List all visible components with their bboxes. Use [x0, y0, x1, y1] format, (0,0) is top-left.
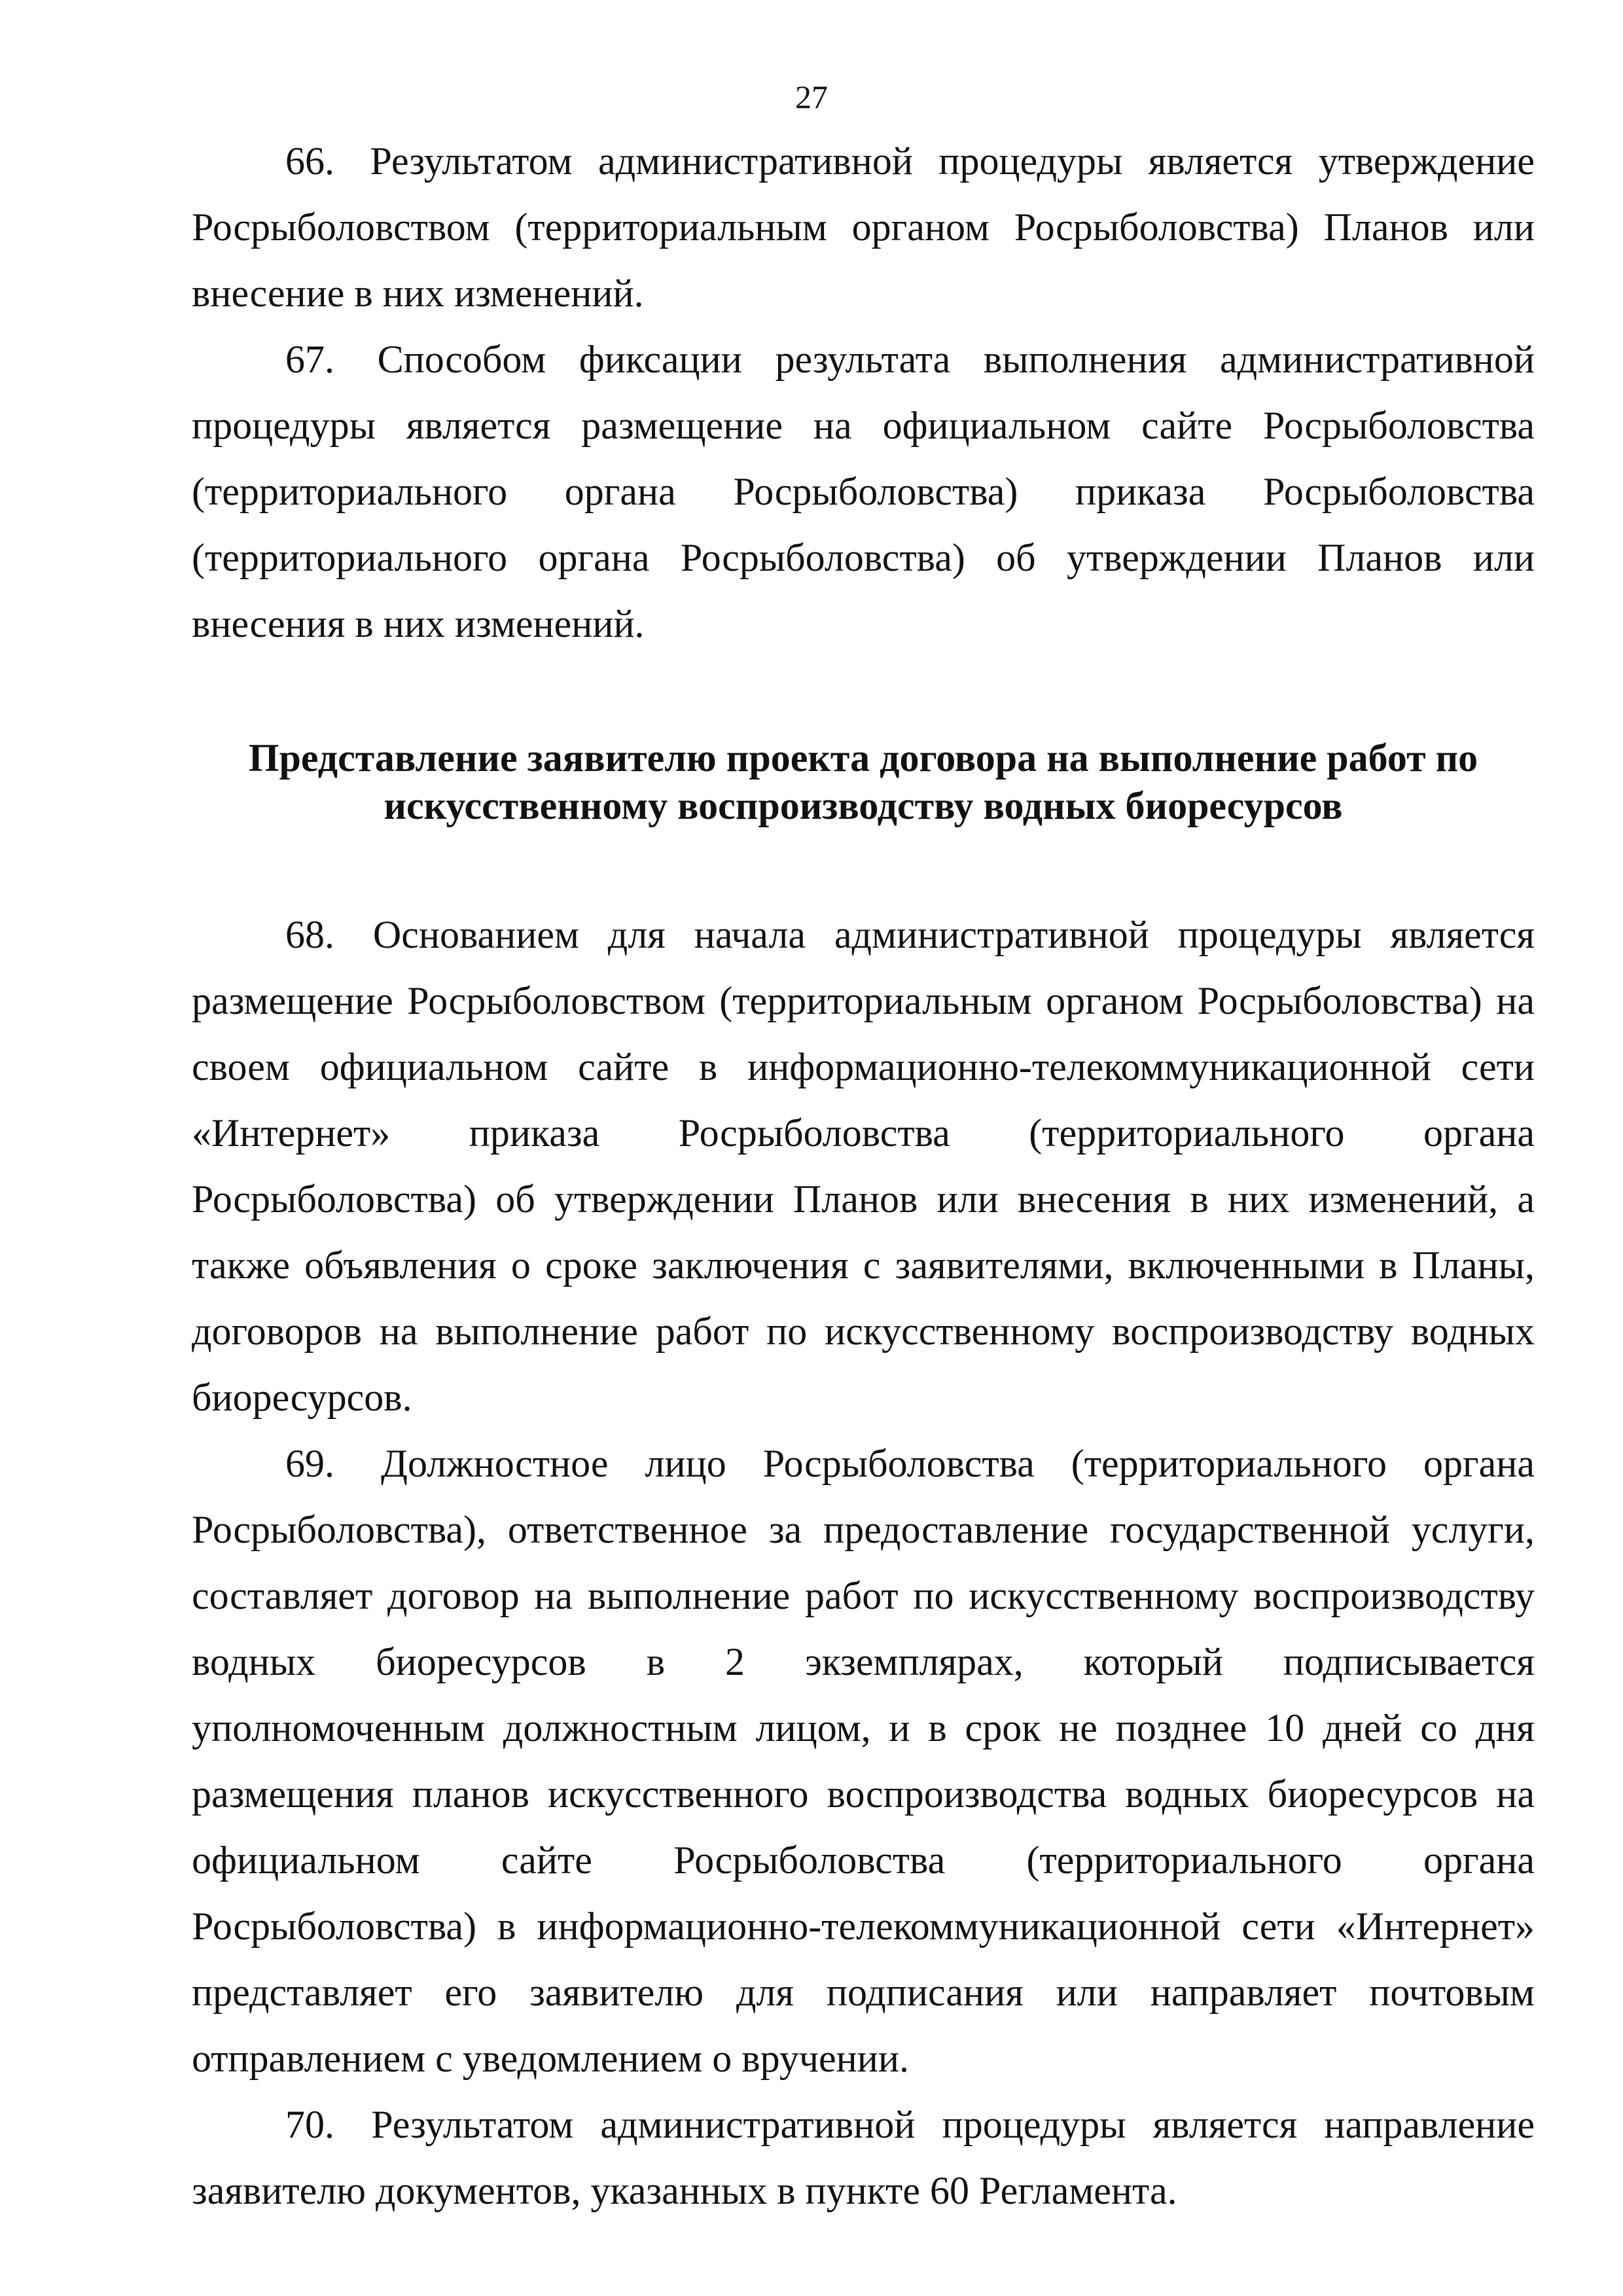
- paragraph-69: [192, 1431, 1535, 2092]
- paragraph-text: Результатом административной процедуры является утверждение Росрыболовством (территориальным органом Росрыболовства) Планов или внесение в них изменений.: [192, 139, 1535, 315]
- paragraph-text: Способом фиксации результата выполнения административной процедуры является размещение на официальном сайте Росрыболовства (территориального органа Росрыболовства) приказа Росрыболовства (территориального органа Росрыболовства) об утверждении Планов или внесения в них изменений.: [192, 338, 1535, 645]
- page-number: 27: [795, 79, 828, 115]
- paragraph-number: 66.: [285, 139, 334, 183]
- paragraph-number: 68.: [285, 913, 334, 956]
- section-heading-line-2: искусственному воспроизводству водных биоресурсов: [383, 784, 1343, 827]
- paragraph-number: 70.: [285, 2103, 334, 2146]
- section-heading-line-1: Представление заявителю проекта договора на выполнение работ по: [248, 736, 1478, 780]
- paragraph-number: 69.: [285, 1442, 334, 1485]
- paragraph-text: Должностное лицо Росрыболовства (территориального органа Росрыболовства), ответственное за предоставление государственной услуги, составляет договор на выполнение работ по искусственному воспроизводству водных биоресурсов в 2 экземплярах, который подписывается уполномоченным должностным лицом, и в срок не позднее 10 дней со дня размещения планов искусственного воспроизводства водных биоресурсов на официальном сайте Росрыболовства (территориального органа Росрыболовства) в информационно-телекоммуникационной сети «Интернет» представляет его заявителю для подписания или направляет почтовым отправлением с уведомлением о вручении.: [192, 1442, 1535, 2080]
- paragraph-67: [192, 327, 1535, 657]
- paragraph-70: [192, 2092, 1535, 2224]
- paragraph-68: [192, 902, 1535, 1431]
- section-heading: [192, 734, 1535, 830]
- document-body: [192, 128, 1535, 2224]
- paragraph-text: Результатом административной процедуры является направление заявителю документов, указанных в пункте 60 Регламента.: [192, 2103, 1535, 2212]
- paragraph-66: [192, 128, 1535, 327]
- paragraph-text: Основанием для начала административной процедуры является размещение Росрыболовством (территориальным органом Росрыболовства) на своем официальном сайте в информационно-телекоммуникационной сети «Интернет» приказа Росрыболовства (территориального органа Росрыболовства) об утверждении Планов или внесения в них изменений, а также объявления о сроке заключения с заявителями, включенными в Планы, договоров на выполнение работ по искусственному воспроизводству водных биоресурсов.: [192, 913, 1535, 1419]
- paragraph-number: 67.: [285, 338, 334, 381]
